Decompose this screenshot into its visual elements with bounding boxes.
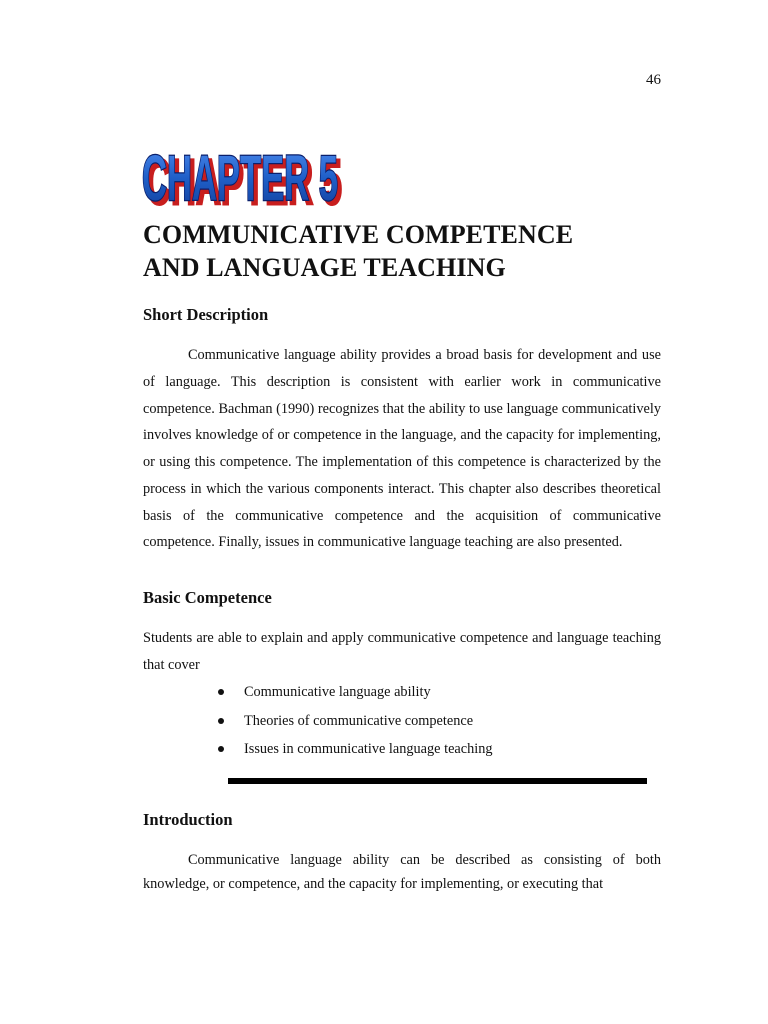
section-divider [228, 778, 647, 784]
list-item-text: Issues in communicative language teaching [244, 741, 493, 757]
basic-competence-heading: Basic Competence [143, 588, 272, 607]
list-item [218, 710, 493, 739]
chapter-wordart-text: CHAPTER 5 [142, 142, 338, 210]
chapter-title [143, 218, 573, 284]
competence-list [218, 681, 493, 767]
chapter-title-line2: AND LANGUAGE TEACHING [143, 253, 506, 282]
bullet-icon [218, 746, 224, 752]
list-item-text: Communicative language ability [244, 684, 431, 700]
page-number: 46 [646, 72, 661, 88]
basic-competence-intro: Students are able to explain and apply communicative competence and language teaching that cover [143, 630, 661, 673]
bullet-icon [218, 689, 224, 695]
chapter-title-line1: COMMUNICATIVE COMPETENCE [143, 220, 574, 249]
introduction-heading: Introduction [143, 810, 233, 829]
introduction-paragraph [143, 849, 661, 896]
bullet-icon [218, 718, 224, 724]
list-item-text: Theories of communicative competence [244, 712, 474, 729]
short-description-text: Communicative language ability provides a broad basis for development and use of language. This description is consistent with earlier work in communicative competence. Bachman (1990) recognizes that the ability to use language communicatively involves knowledge of or competence in the language, and the capacity for implementing, or using this competence. The implementation of this competence is characterized by the process in which the various components interact. This chapter also describes theoretical basis of the communicative competence and the acquisition of communicative competence. Finally, issues in communicative language teaching are also presented. [143, 347, 661, 551]
basic-competence-intro-paragraph [143, 625, 661, 679]
short-description-heading: Short Description [143, 305, 269, 324]
chapter-wordart-shadow: CHAPTER 5 [146, 146, 342, 210]
list-item [218, 738, 493, 767]
chapter-badge [138, 140, 348, 215]
short-description-paragraph [143, 342, 661, 556]
chapter-wordart [138, 140, 348, 210]
introduction-text: Communicative language ability can be described as consisting of both knowledge, or competence, and the capacity for implementing, or executing that [143, 852, 661, 892]
list-item [218, 681, 493, 710]
